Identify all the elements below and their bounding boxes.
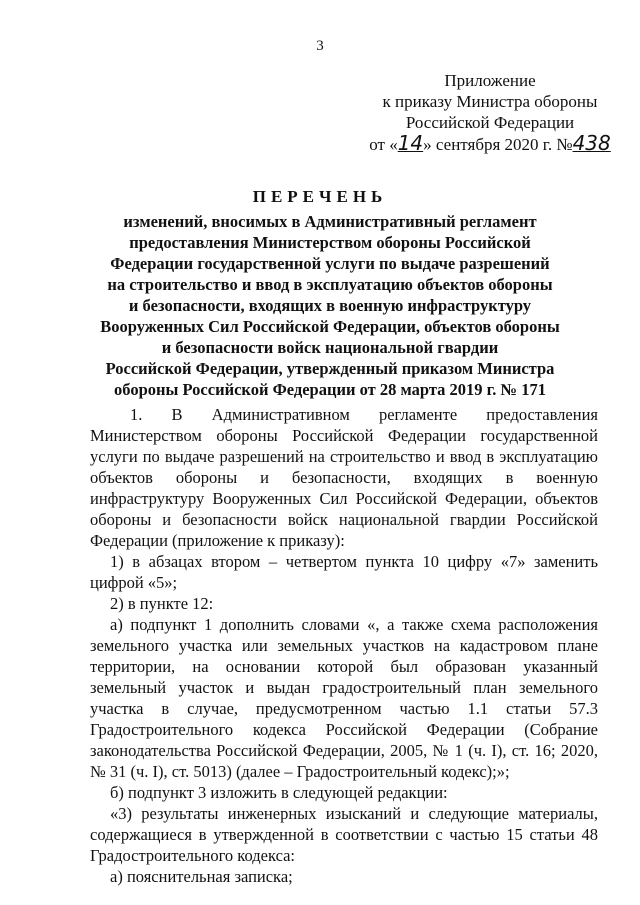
page-number: 3 bbox=[316, 38, 324, 54]
appendix-order-ref: к приказу Министра обороны bbox=[382, 92, 598, 111]
paragraph-7: а) пояснительная записка; bbox=[110, 867, 293, 886]
date-prefix: от « bbox=[369, 135, 398, 154]
heading-line: обороны Российской Федерации от 28 марта 2019 г. № 171 bbox=[114, 380, 546, 399]
handwritten-day: 14 bbox=[397, 131, 424, 155]
document-heading bbox=[70, 211, 590, 400]
paragraph-4: а) подпункт 1 дополнить словами «, а также схема расположения земельного участка или земельных участков на кадастровом плане территории, на основании которой был образован указанный земельный участок и выдан градостроительный план земельного участка в случае, предусмотренном частью 1.1 статьи 57.3 Градостроительного кодекса Российской Федерации (Собрание законодательства Российской Федерации, 2005, № 1 (ч. I), ст. 16; 2020, № 31 (ч. I), ст. 5013) (далее – Градостроительный кодекс);»; bbox=[90, 615, 598, 781]
paragraph-2: 1) в абзацах втором – четвертом пункта 10 цифру «7» заменить цифрой «5»; bbox=[90, 552, 598, 592]
heading-line: предоставления Министерством обороны Российской bbox=[129, 233, 531, 252]
document-body bbox=[90, 404, 598, 887]
paragraph-5: б) подпункт 3 изложить в следующей редакции: bbox=[110, 783, 448, 802]
heading-line: и безопасности, входящих в военную инфраструктуру bbox=[128, 296, 532, 315]
paragraph-3: 2) в пункте 12: bbox=[110, 594, 214, 613]
heading-line: изменений, вносимых в Административный регламент bbox=[123, 212, 537, 231]
appendix-country: Российской Федерации bbox=[405, 113, 575, 132]
document-title: ПЕРЕЧЕНЬ bbox=[252, 187, 388, 206]
appendix-date-line bbox=[360, 133, 620, 155]
heading-line: на строительство и ввод в эксплуатацию объектов обороны bbox=[107, 275, 553, 294]
appendix-label: Приложение bbox=[444, 71, 536, 90]
paragraph-6: «3) результаты инженерных изысканий и следующие материалы, содержащиеся в утвержденной в соответствии с частью 15 статьи 48 Градостроительного кодекса: bbox=[90, 804, 598, 865]
heading-line: Федерации государственной услуги по выдаче разрешений bbox=[110, 254, 550, 273]
heading-line: и безопасности войск национальной гвардии bbox=[161, 338, 499, 357]
heading-line: Вооруженных Сил Российской Федерации, объектов обороны bbox=[100, 317, 560, 336]
appendix-block bbox=[360, 70, 620, 155]
heading-line: Российской Федерации, утвержденный приказом Министра bbox=[105, 359, 555, 378]
paragraph-1: 1. В Административном регламенте предоставления Министерством обороны Российской Федерации государственной услуги по выдаче разрешений на строительство и ввод в эксплуатацию объектов обороны и безопасности, входящих в военную инфраструктуру Вооруженных Сил Российской Федерации, объектов обороны и безопасности войск национальной гвардии Российской Федерации (приложение к приказу): bbox=[90, 405, 598, 550]
date-middle: » сентября 2020 г. № bbox=[423, 135, 573, 154]
handwritten-order-number: 438 bbox=[572, 131, 611, 155]
